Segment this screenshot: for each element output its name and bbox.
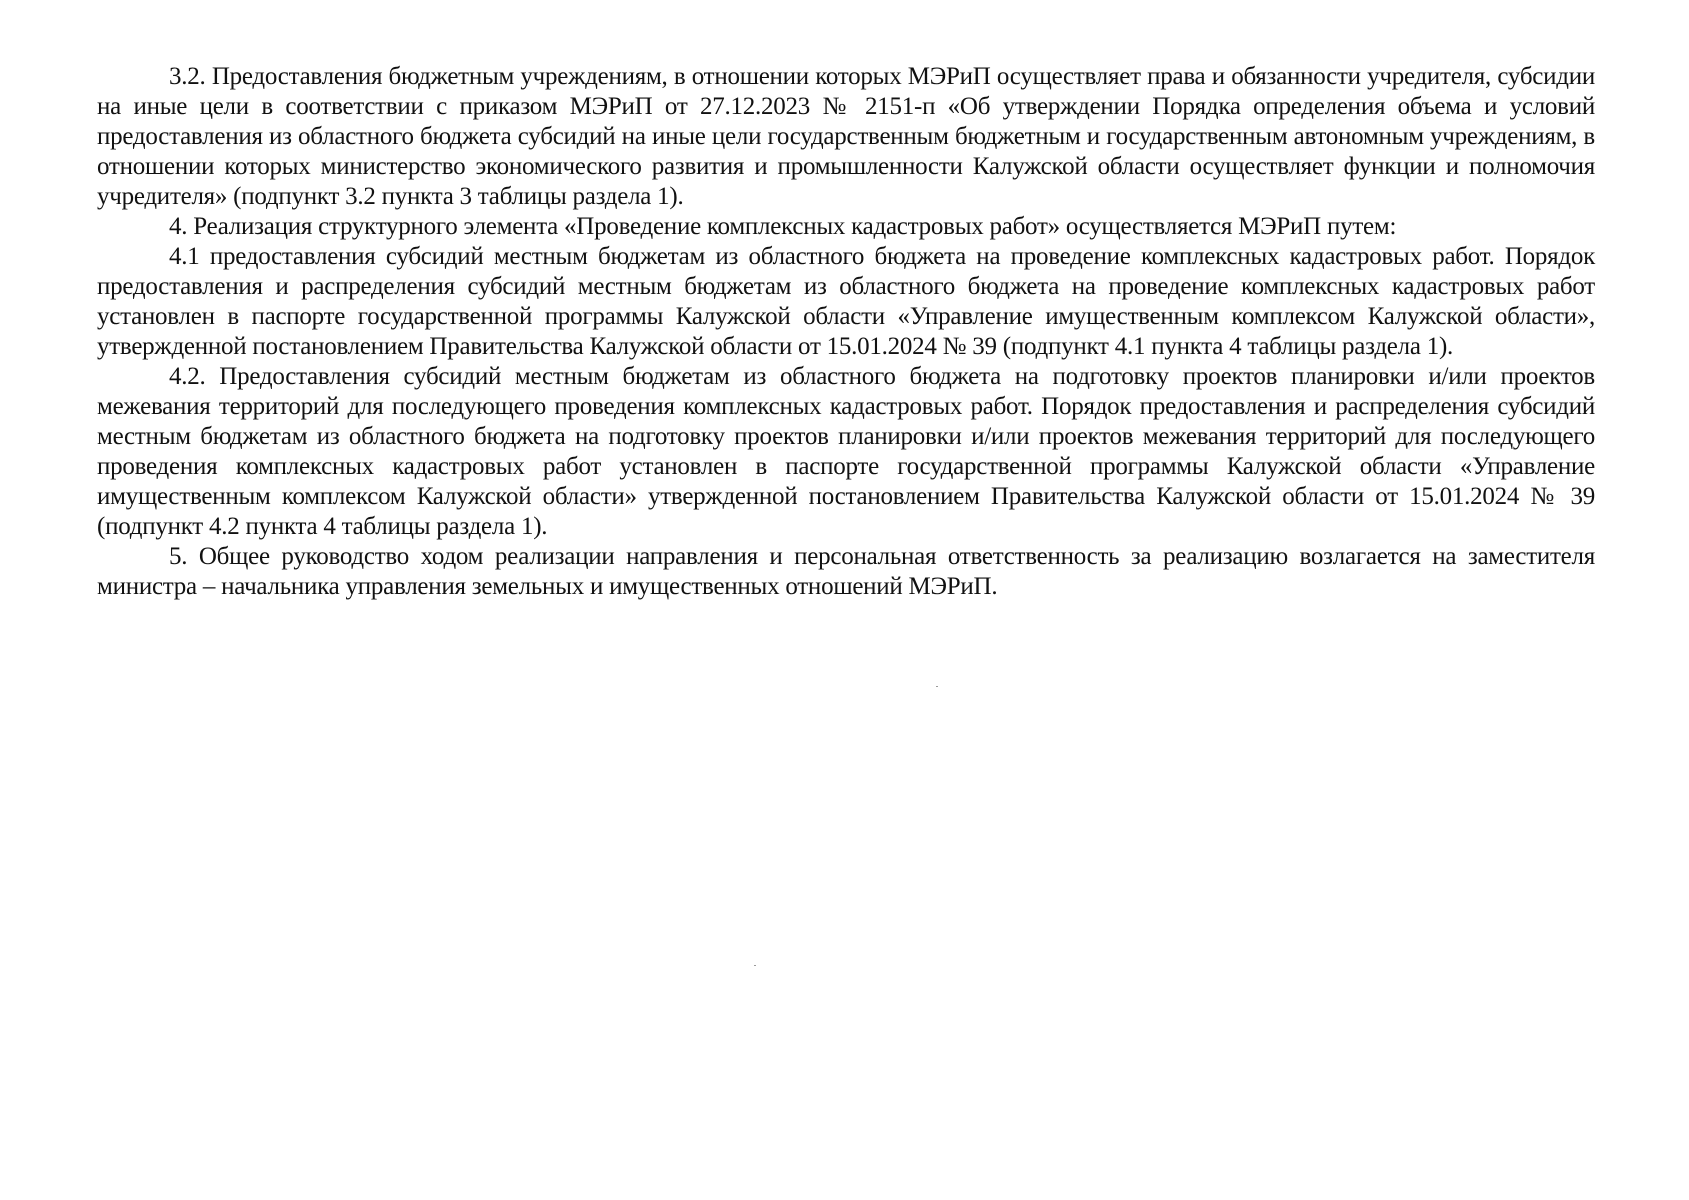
document-body bbox=[97, 62, 1595, 602]
paragraph-4-2: 4.2. Предоставления субсидий местным бюджетам из областного бюджета на подготовку проектов планировки и/или проектов межевания территорий для последующего проведения комплексных кадастровых работ. Порядок предоставления и распределения субсидий местным бюджетам из областного бюджета на подготовку проектов планировки и/или проектов межевания территорий для последующего проведения комплексных кадастровых работ установлен в паспорте государственной программы Калужской области «Управление имущественным комплексом Калужской области» утвержденной постановлением Правительства Калужской области от 15.01.2024 № 39 (подпункт 4.2 пункта 4 таблицы раздела 1). bbox=[97, 363, 1595, 540]
scan-speck bbox=[936, 686, 938, 687]
paragraph-3-2: 3.2. Предоставления бюджетным учреждениям, в отношении которых МЭРиП осуществляет права и обязанности учредителя, субсидии на иные цели в соответствии с приказом МЭРиП от 27.12.2023 № 2151-п «Об утверждении Порядка определения объема и условий предоставления из областного бюджета субсидий на иные цели государственным бюджетным и государственным автономным учреждениям, в отношении которых министерство экономического развития и промышленности Калужской области осуществляет функции и полномочия учредителя» (подпункт 3.2 пункта 3 таблицы раздела 1). bbox=[97, 63, 1595, 210]
paragraph-4: 4. Реализация структурного элемента «Проведение комплексных кадастровых работ» осуществляется МЭРиП путем: bbox=[169, 213, 1397, 240]
scan-speck bbox=[754, 965, 756, 966]
paragraph-4-1: 4.1 предоставления субсидий местным бюджетам из областного бюджета на проведение комплексных кадастровых работ. Порядок предоставления и распределения субсидий местным бюджетам из областного бюджета на проведение комплексных кадастровых работ установлен в паспорте государственной программы Калужской области «Управление имущественным комплексом Калужской области», утвержденной постановлением Правительства Калужской области от 15.01.2024 № 39 (подпункт 4.1 пункта 4 таблицы раздела 1). bbox=[97, 243, 1595, 360]
paragraph-5: 5. Общее руководство ходом реализации направления и персональная ответственность за реализацию возлагается на заместителя министра – начальника управления земельных и имущественных отношений МЭРиП. bbox=[97, 543, 1595, 600]
